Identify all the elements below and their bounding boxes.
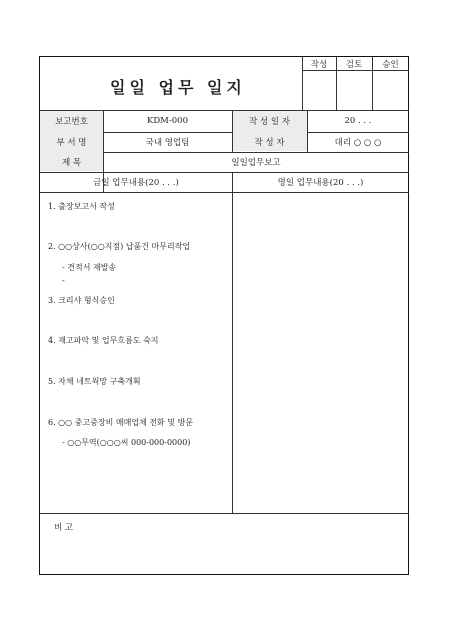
today-item: 2. ○○상사(○○지점) 납품건 마무리작업 — [48, 242, 191, 251]
row-line — [40, 192, 409, 193]
report-no-label: 보고번호 — [55, 117, 88, 127]
approval-review-label: 검토 — [345, 59, 363, 70]
approval-approve-label: 승인 — [382, 59, 399, 70]
remarks-line — [40, 513, 409, 514]
today-item: 5. 자체 네트웍망 구축개획 — [48, 377, 141, 386]
content-divider — [232, 172, 233, 513]
remarks-label: 비 고 — [54, 523, 74, 533]
report-no-value: KDM-000 — [147, 116, 188, 126]
tomorrow-header: 명일 업무내용(20 . . .) — [277, 178, 364, 188]
approval-write-label: 작성 — [310, 59, 328, 70]
today-subitem: - ○○무역(○○○씨 000-000-0000) — [62, 438, 191, 447]
daily-report-form — [39, 56, 409, 575]
approval-header-line — [302, 70, 409, 71]
form-title: 일일 업무 일지 — [110, 78, 246, 97]
author-date-value: 20 . . . — [344, 116, 372, 126]
author-label: 작 성 자 — [254, 138, 285, 148]
subject-label: 제 목 — [61, 158, 82, 168]
today-header: 금일 업무내용(20 . . .) — [93, 178, 179, 188]
today-subitem: - — [62, 276, 65, 285]
subject-value: 일일업무보고 — [231, 158, 281, 168]
author-value: 대리 ○ ○ ○ — [334, 138, 382, 148]
today-item: 4. 재고파악 및 업무흐름도 숙지 — [48, 336, 159, 345]
dept-value: 국내 영업팀 — [145, 138, 190, 148]
today-item: 3. 크리샤 형식승인 — [48, 296, 115, 305]
today-item: 6. ○○ 중고중장비 매매업체 전화 및 방문 — [48, 418, 194, 427]
dept-label: 부 서 명 — [56, 138, 87, 148]
today-subitem: - 견적서 재발송 — [62, 263, 117, 272]
today-item: 1. 출장보고서 작성 — [48, 202, 115, 211]
author-date-label: 작 성 일 자 — [249, 117, 290, 127]
